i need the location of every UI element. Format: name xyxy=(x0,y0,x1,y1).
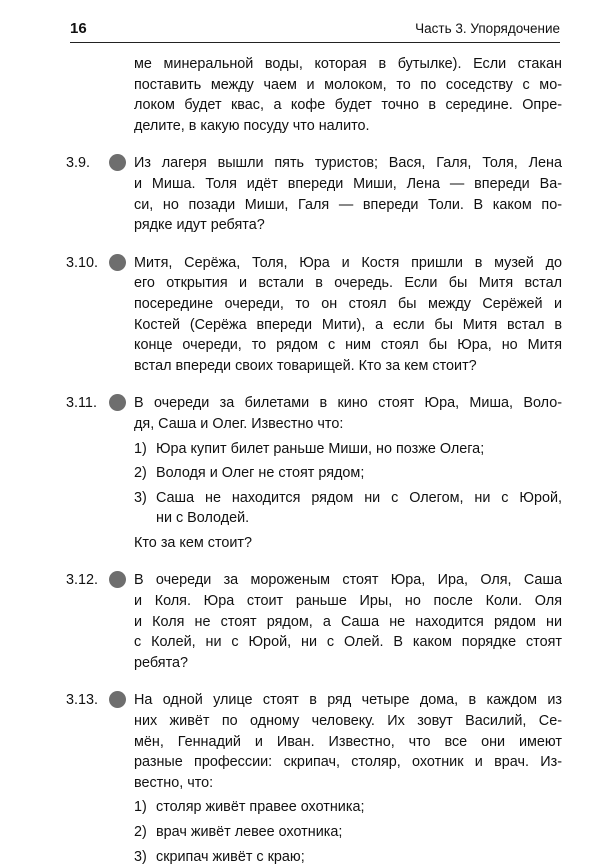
difficulty-marker-icon xyxy=(109,691,126,708)
problem-3-10 xyxy=(66,253,562,377)
text-line: ребята? xyxy=(134,654,188,671)
list-item xyxy=(134,822,562,843)
list-item-text: врач живёт левее охотника; xyxy=(156,824,343,840)
text-line: Митя, Серёжа, Толя, Юра и Костя пришли в музей до xyxy=(134,254,562,271)
intro-paragraph xyxy=(134,54,562,136)
text-line: мён, Геннадий и Иван. Известно, что все они имеют xyxy=(134,733,562,750)
text-line: В очереди за мороженым стоят Юра, Ира, Оля, Саша xyxy=(134,572,562,589)
difficulty-marker-icon xyxy=(109,571,126,588)
text-line: делите, в какую посуду что налито. xyxy=(134,117,370,134)
problem-number: 3.12. xyxy=(66,572,99,589)
list-item-number: 1) xyxy=(134,799,147,816)
text-line: Кто за кем стоит? xyxy=(134,534,253,551)
list-item xyxy=(134,463,562,484)
text-line: Из лагеря вышли пять туристов; Вася, Галя, Толя, Лена xyxy=(134,155,562,172)
list-item-text: столяр живёт правее охотника; xyxy=(156,799,365,816)
list-item-number: 3) xyxy=(134,489,147,506)
text-line: и Коля. Юра стоит раньше Иры, но после Коли. Оля xyxy=(134,593,562,610)
text-line: локом будет квас, а кофе будет точно в середине. Опре- xyxy=(134,97,562,114)
text-line: дя, Саша и Олег. Известно что: xyxy=(134,415,344,432)
text-line: На одной улице стоят в ряд четыре дома, в каждом из xyxy=(134,692,562,709)
list-item-number: 1) xyxy=(134,440,147,457)
running-title: Часть 3. Упорядочение xyxy=(415,21,560,36)
list-item-number: 2) xyxy=(134,465,147,482)
problem-number: 3.13. xyxy=(66,692,99,709)
text-line: и Миша. Толя идёт впереди Миши, Лена — впереди Ва- xyxy=(134,175,562,192)
list-item-text: Володя и Олег не стоят рядом; xyxy=(156,465,365,482)
problem-3-9 xyxy=(66,153,562,235)
text-line: ме минеральной воды, которая в бутылке). Если стакан xyxy=(134,56,562,72)
text-line: и Коля не стоят рядом, а Саша не находится рядом ни xyxy=(134,613,562,630)
problem-number: 3.10. xyxy=(66,254,99,271)
problem-3-13 xyxy=(66,690,562,867)
list-item xyxy=(134,439,562,460)
list-item xyxy=(134,847,562,867)
text-line: си, но позади Миши, Галя — впереди Толи. В каком по- xyxy=(134,196,562,213)
text-line: встал впереди своих товарищей. Кто за кем стоит? xyxy=(134,357,477,374)
difficulty-marker-icon xyxy=(109,254,126,271)
list-item xyxy=(134,488,562,529)
list-item-number: 3) xyxy=(134,848,147,865)
difficulty-marker-icon xyxy=(109,394,126,411)
page-content xyxy=(66,54,562,867)
text-line: с Колей, ни с Юрой, ни с Олей. В каком порядке стоят xyxy=(134,634,562,651)
text-line: В очереди за билетами в кино стоят Юра, Миша, Воло- xyxy=(134,395,562,412)
text-line: Костей (Серёжа впереди Мити), а если бы Митя встал в xyxy=(134,316,562,333)
text-line: конце очереди, то рядом с ним стоял бы Юра, но Митя xyxy=(134,337,562,354)
text-line: них живёт по одному человеку. Их зовут Василий, Се- xyxy=(134,713,562,730)
text-line: поставить между чаем и молоком, то по соседству с мо- xyxy=(134,76,562,93)
problem-number: 3.11. xyxy=(66,395,97,412)
text-line: вестно, что: xyxy=(134,774,214,791)
problem-number: 3.9. xyxy=(66,155,91,172)
text-line: его открытия и встали в очередь. Если бы Митя встал xyxy=(134,275,562,292)
list-item xyxy=(134,797,562,818)
text-line: разные профессии: скрипач, столяр, охотник и врач. Из- xyxy=(134,754,562,771)
problem-3-12 xyxy=(66,570,562,673)
page-number: 16 xyxy=(70,20,87,37)
list-item-text: Юра купит билет раньше Миши, но позже Олега; xyxy=(156,440,485,457)
problem-3-11 xyxy=(66,393,562,553)
page-header xyxy=(70,18,560,43)
list-item-number: 2) xyxy=(134,824,147,840)
text-line: рядке идут ребята? xyxy=(134,217,265,234)
list-item-text: ни с Володей. xyxy=(156,510,250,527)
text-line: посередине очереди, то он стоял бы между Серёжей и xyxy=(134,295,562,312)
difficulty-marker-icon xyxy=(109,154,126,171)
list-item-text: скрипач живёт с краю; xyxy=(156,848,305,865)
list-item-text: Саша не находится рядом ни с Олегом, ни с Юрой, xyxy=(156,489,562,506)
